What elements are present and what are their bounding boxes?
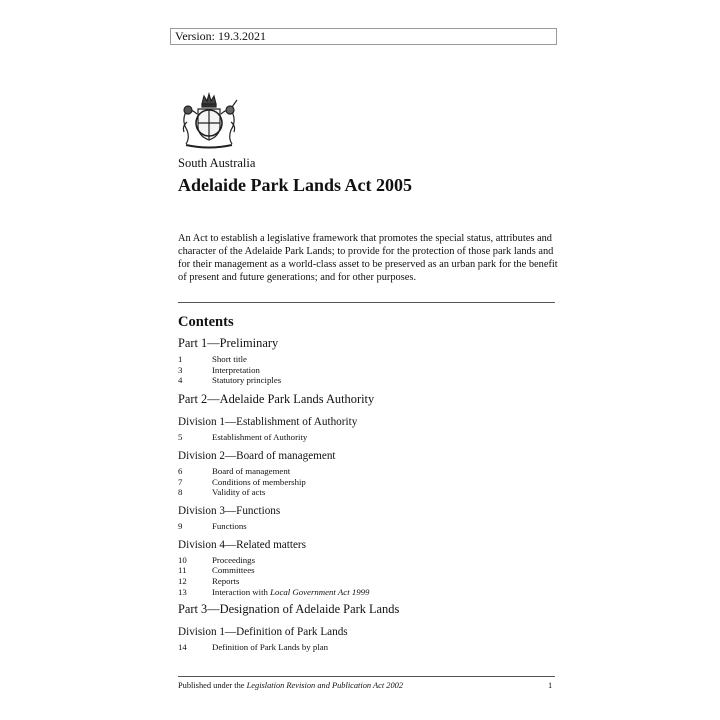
section-title: Functions (212, 520, 247, 531)
act-title: Adelaide Park Lands Act 2005 (178, 175, 413, 195)
toc-part-1-sections (178, 354, 558, 386)
table-of-contents (178, 336, 558, 653)
section-number: 11 (178, 565, 187, 576)
section-title: Committees (212, 565, 255, 576)
divider (178, 302, 555, 303)
section-number: 10 (178, 554, 187, 565)
section-number: 9 (178, 520, 183, 531)
section-title-act: Local Government Act 1999 (270, 586, 370, 597)
section-title-text: Interaction with (212, 586, 268, 597)
toc-section-row[interactable] (178, 587, 558, 598)
section-number: 6 (178, 465, 183, 476)
toc-division-sections (178, 466, 558, 498)
toc-section-row[interactable] (178, 477, 558, 488)
toc-section-row[interactable] (178, 487, 558, 498)
toc-part-2-heading[interactable]: Part 2—Adelaide Park Lands Authority (178, 392, 375, 407)
toc-division-heading[interactable]: Division 4—Related matters (178, 538, 307, 551)
toc-section-row[interactable] (178, 354, 558, 365)
section-title: Validity of acts (212, 487, 266, 498)
toc-division-sections (178, 555, 558, 598)
toc-division-heading[interactable]: Division 2—Board of management (178, 449, 336, 462)
section-title: Establishment of Authority (212, 432, 308, 443)
footer-publication-note (178, 681, 403, 690)
toc-section-row[interactable] (178, 642, 558, 653)
section-number: 3 (178, 364, 183, 375)
section-title (212, 587, 369, 598)
page-number: 1 (548, 681, 553, 690)
toc-section-row[interactable] (178, 375, 558, 386)
toc-division-sections (178, 642, 558, 653)
section-number: 1 (178, 354, 183, 364)
section-number: 13 (178, 586, 187, 597)
section-number: 5 (178, 432, 183, 443)
section-title: Proceedings (212, 554, 255, 565)
toc-section-row[interactable] (178, 565, 558, 576)
toc-section-row[interactable] (178, 365, 558, 376)
footer-act-name: Legislation Revision and Publication Act 2002 (246, 681, 404, 690)
contents-heading: Contents (178, 314, 234, 330)
section-title: Short title (212, 354, 247, 364)
toc-section-row[interactable] (178, 466, 558, 477)
toc-division-sections (178, 432, 558, 443)
toc-section-row[interactable] (178, 555, 558, 566)
long-title: An Act to establish a legislative framework that promotes the special status, attributes and character of the Adelaide Park Lands; to provide for the protection of those park lands and for their management as a world-class asset to be preserved as an urban park for the benefit of present and future generations; and for other purposes. (178, 233, 558, 283)
section-number: 14 (178, 642, 187, 653)
toc-section-row[interactable] (178, 432, 558, 443)
section-number: 7 (178, 476, 183, 487)
toc-part-3-heading[interactable]: Part 3—Designation of Adelaide Park Lands (178, 602, 400, 617)
footer-prefix: Published under the (178, 681, 245, 690)
section-title: Board of management (212, 465, 291, 476)
coat-of-arms-icon (178, 92, 240, 150)
section-title: Conditions of membership (212, 476, 306, 487)
section-title: Statutory principles (212, 375, 282, 386)
toc-part-1-heading[interactable]: Part 1—Preliminary (178, 336, 279, 350)
toc-division-heading[interactable]: Division 3—Functions (178, 504, 281, 517)
section-number: 12 (178, 576, 187, 587)
section-number: 8 (178, 487, 183, 498)
section-title: Reports (212, 576, 240, 587)
section-title: Interpretation (212, 364, 260, 375)
toc-division-sections (178, 521, 558, 532)
footer-divider (178, 676, 555, 677)
toc-division-heading[interactable]: Division 1—Definition of Park Lands (178, 626, 348, 639)
section-number: 4 (178, 375, 183, 386)
toc-division-heading[interactable]: Division 1—Establishment of Authority (178, 416, 358, 429)
section-title: Definition of Park Lands by plan (212, 642, 329, 653)
toc-section-row[interactable] (178, 521, 558, 532)
jurisdiction-label: South Australia (178, 156, 256, 170)
version-label: Version: 19.3.2021 (170, 28, 557, 45)
toc-section-row[interactable] (178, 576, 558, 587)
